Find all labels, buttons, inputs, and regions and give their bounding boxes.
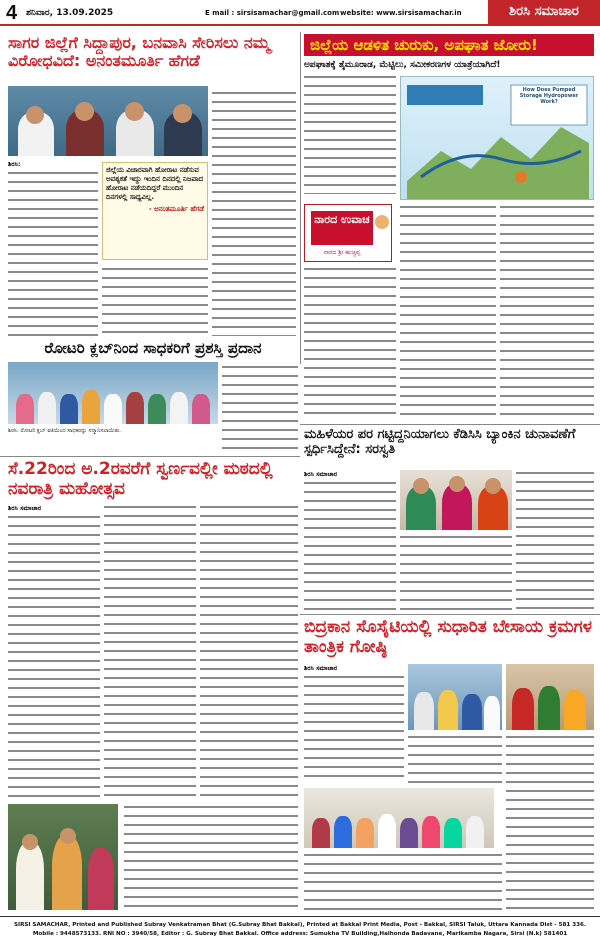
story5-column-2 (400, 534, 512, 610)
story4-photo (8, 804, 118, 910)
story5-byline: ಶಿರಸಿ ಸಮಾಚಾರ (304, 471, 338, 478)
footer-line-1: SIRSI SAMACHAR, Printed and Published Subray Venkatraman Bhat (G.Subray Bhat Bakkal), Printed at Bakkal Print Media, Post - Bakkal, SIRSI Taluk, Uttara Kannada Dist - 581 336. (13, 922, 587, 928)
story5-column-1 (304, 470, 396, 610)
story3-caption: ಶಿರಸಿ: ರೋಟರಿ ಕ್ಲಬ್ ವತಿಯಿಂದ ಸಾಧಕರನ್ನು ಸನ್ಮಾನಿಸಲಾಯಿತು. (8, 428, 121, 434)
story3-column (222, 364, 298, 450)
narada-title: ನಾರದ ಉವಾಚ (311, 211, 373, 245)
story4-column-2 (104, 504, 196, 800)
story6-column-1 (304, 664, 404, 784)
story2-infographic (400, 76, 594, 200)
story4-column-1 (8, 504, 100, 800)
story6-column-3 (506, 734, 594, 910)
story6-headline: ಬಿದ್ರಕಾನ ಸೊಸೈಟಿಯಲ್ಲಿ ಸುಧಾರಿತ ಬೇಸಾಯ ಕ್ರಮಗಳ ತಾಂತ್ರಿಕ ಗೋಷ್ಠಿ (304, 617, 592, 657)
story2-column-1 (304, 74, 396, 194)
issue-date: ಶನಿವಾರ, 13.09.2025 (26, 8, 114, 18)
narada-byline: ನಾರದ ಶ್ರೀ ಹುಚ್ಚಪ್ಪ (323, 249, 361, 256)
page-number: 4 (6, 2, 18, 24)
story1-pull-quote (102, 162, 208, 260)
story2-column-2 (304, 266, 396, 420)
website-address: website: www.sirsisamachar.in (340, 9, 462, 17)
story1-column-1 (8, 160, 98, 336)
narada-column-box (304, 204, 392, 262)
story4-byline: ಶಿರಸಿ ಸಮಾಚಾರ (8, 505, 42, 512)
infographic-title: How Does Pumped Storage Hydropower Work? (519, 87, 579, 105)
story2-banner-headline: ಜಿಲ್ಲೆಯ ಆಡಳಿತ ಚುರುಕು, ಅಪಘಾತ ಜೋರು! (304, 34, 594, 56)
story1-byline: ಶಿರಸಿ: (8, 161, 21, 168)
story3-photo (8, 362, 218, 424)
story1-headline: ಸಾಗರ ಜಿಲ್ಲೆಗೆ ಸಿದ್ದಾಪುರ, ಬನವಾಸಿ ಸೇರಿಸಲು ನಮ್ಮ ವಿರೋಧವಿದೆ: ಅನಂತಮೂರ್ತಿ ಹೆಗಡೆ (8, 33, 271, 71)
story1-photo (8, 86, 208, 156)
story6-photo-2 (506, 664, 594, 730)
story2-column-3 (400, 204, 496, 416)
story6-byline: ಶಿರಸಿ ಸಮಾಚಾರ (304, 665, 338, 672)
story6-column-2 (408, 734, 502, 784)
story6-column-4 (304, 852, 502, 910)
story2-subhead: ಅಪಘಾತಕ್ಕೆ ತೈಮೂರಾಡ, ಮೆಟ್ಟಿಲು, ಸಮೀಕರಣಗಳ ಯಾತ್ರೆಯಾಗಿದೆ! (304, 60, 501, 70)
story5-column-3 (516, 470, 594, 610)
story2-column-4 (500, 204, 594, 416)
story4-column-3 (200, 504, 298, 800)
story3-headline: ರೋಟರಿ ಕ್ಲಬ್‌ನಿಂದ ಸಾಧಕರಿಗೆ ಪ್ರಶಸ್ತಿ ಪ್ರದಾನ (44, 339, 262, 357)
newspaper-brand: ಶಿರಸಿ ಸಮಾಚಾರ (488, 0, 600, 24)
story1-column-3 (212, 90, 296, 336)
pull-quote-text: ಜಿಲ್ಲೆಯ ವಿಚಾರವಾಗಿ ಹೋರಾಟ ನಡೆಸುವ ಅವಶ್ಯಕತೆ ಇದ್ದು ಇಂದಿನ ದಿನದಲ್ಲಿ ನಿಜವಾದ ಹೋರಾಟ ನಡೆಯದಿದ್ದರೆ ಮುಂದಿನ ದಿನಗಳಲ್ಲಿ ಸಾಧ್ಯವಿಲ್ಲ. (106, 166, 204, 202)
story5-headline: ಮಹಿಳೆಯರ ಪರ ಗಟ್ಟಿದ್ದನಿಯಾಗಲು ಕೆಡಿಸಿಸಿ ಬ್ಯಾಂಕಿನ ಚುನಾವಣೆಗೆ ಸ್ಪರ್ಧಿಸಿದ್ದೇನೆ: ಸರಸ್ವತಿ (304, 427, 576, 457)
pull-quote-signature: - ಅನಂತಮೂರ್ತಿ ಹೆಗಡೆ (148, 205, 204, 214)
story4-headline: ಸೆ.22ರಿಂದ ಅ.2ರವರೆಗೆ ಸ್ವರ್ಣವಲ್ಲೀ ಮಠದಲ್ಲಿ ನವರಾತ್ರಿ ಮಹೋತ್ಸವ (8, 459, 273, 499)
footer-line-2: Mobile : 9448573133. RNI NO : 3940/58, Editor : G. Subray Bhat Bakkal. Office address: Sumukha TV Building,Halhonda Badavane, Marikamba Nagara, Sirsi (N.k) 581401 (32, 930, 568, 937)
print-line-footer (0, 916, 600, 946)
story4-column-4 (124, 804, 298, 910)
email-address: E mail : sirsisamachar@gmail.com (205, 9, 340, 17)
story6-photo-3 (304, 788, 494, 848)
masthead (0, 0, 600, 26)
story5-photo (400, 470, 512, 530)
story6-photo-1 (408, 664, 502, 730)
story1-column-2 (102, 266, 208, 336)
